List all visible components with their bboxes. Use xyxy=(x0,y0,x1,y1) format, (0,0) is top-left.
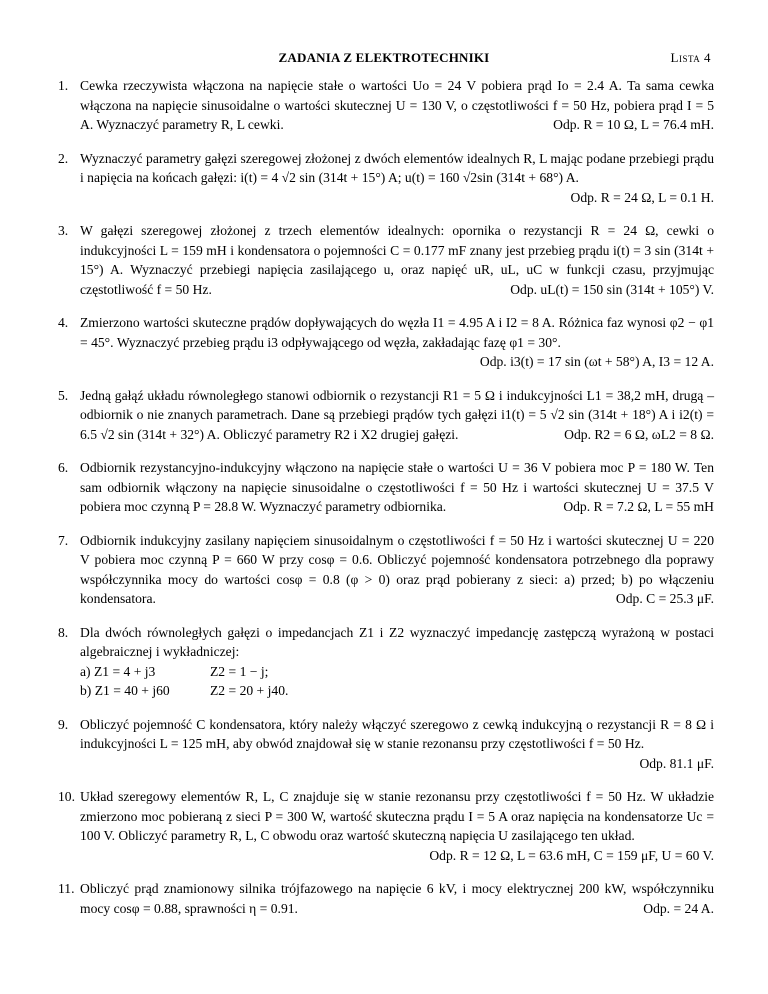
task-item xyxy=(48,715,714,774)
task-item xyxy=(48,76,714,135)
page-title: ZADANIA Z ELEKTROTECHNIKI xyxy=(278,50,490,65)
task-text: Cewka rzeczywista włączona na napięcie stałe o wartości Uo = 24 V pobiera prąd Io = 2.4 A. Ta sama cewka włączona na napięcie sinusoidalne o wartości skutecznej U = 130 V, o częstotliwości f = 50 Hz, pobiera prąd I = 5 A. Wyznaczyć parametry R, L cewki. xyxy=(80,78,714,132)
task-number: 6. xyxy=(58,460,69,475)
task-number: 11. xyxy=(58,881,75,896)
task-number: 4. xyxy=(58,315,69,330)
task-number: 1. xyxy=(58,78,69,93)
task-item xyxy=(48,787,714,865)
task-item xyxy=(48,531,714,609)
task-text: Dla dwóch równoległych gałęzi o impedancjach Z1 i Z2 wyznaczyć impedancję zastępczą wyrażoną w postaci algebraicznej i wykładniczej: xyxy=(80,624,714,659)
task-answer: Odp. 81.1 μF. xyxy=(639,755,714,771)
task-answer: Odp. R = 12 Ω, L = 63.6 mH, C = 159 μF, U = 60 V. xyxy=(429,847,714,863)
task-number: 9. xyxy=(58,716,69,732)
task-number: 8. xyxy=(58,624,69,640)
task-answer: Odp. i3(t) = 17 sin (ωt + 58°) A, I3 = 12 A. xyxy=(479,354,714,369)
page-header xyxy=(0,50,768,70)
task-item xyxy=(48,623,714,701)
impedance-z1: a) Z1 = 4 + j3 xyxy=(80,663,156,679)
task-answer: Odp. R = 10 Ω, L = 76.4 mH. xyxy=(553,117,714,132)
impedance-z1: b) Z1 = 40 + j60 xyxy=(80,683,170,698)
task-item xyxy=(48,149,714,208)
task-answer: Odp. R = 7.2 Ω, L = 55 mH xyxy=(563,499,714,514)
task-text: Wyznaczyć parametry gałęzi szeregowej złożonej z dwóch elementów idealnych R, L mając podane przebiegi prądu i napięcia na końcach gałęzi: i(t) = 4 √2 sin (314t + 15°) A; u(t) = 160 √2sin (314t + 68°) A. xyxy=(80,150,714,185)
task-item xyxy=(48,221,714,299)
task-number: 10. xyxy=(58,789,75,804)
task-number: 2. xyxy=(58,150,69,166)
task-text: Obliczyć prąd znamionowy silnika trójfazowego na napięcie 6 kV, i mocy elektrycznej 200 kW, współczynniku mocy cosφ = 0.88, sprawności η = 0.91. xyxy=(80,881,714,916)
task-item xyxy=(48,386,714,445)
task-answer: Odp. R2 = 6 Ω, ωL2 = 8 Ω. xyxy=(564,426,714,442)
task-answer: Odp. = 24 A. xyxy=(643,900,714,916)
task-item xyxy=(48,458,714,517)
impedance-row xyxy=(80,681,714,701)
task-answer: Odp. R = 24 Ω, L = 0.1 H. xyxy=(570,189,714,205)
task-text: Zmierzono wartości skuteczne prądów dopływających do węzła I1 = 4.95 A i I2 = 8 A. Różnica faz wynosi φ2 − φ1 = 45°. Wyznaczyć przebieg prądu i3 odpływającego od węzła, zakładając fazę φ1 = 30°. xyxy=(80,315,714,350)
impedance-z2: Z2 = 1 − j; xyxy=(210,663,269,679)
task-text: Jedną gałąź układu równoległego stanowi odbiornik o rezystancji R1 = 5 Ω i indukcyjności L1 = 38,2 mH, drugą – odbiornik o nie znanych parametrach. Dane są przebiegi prądów tych gałęzi i1(t) = 5 √2 sin (314t + 18°) A i i2(t) = 6.5 √2 sin (314t + 32°) A. Obliczyć parametry R2 i X2 drugiej gałęzi. xyxy=(80,387,714,442)
task-number: 7. xyxy=(58,532,69,548)
impedance-z2: Z2 = 20 + j40. xyxy=(210,683,289,698)
task-text: Obliczyć pojemność C kondensatora, który należy włączyć szeregowo z cewką indukcyjną o rezystancji R = 8 Ω i indukcyjności L = 125 mH, aby obwód znajdował się w stanie rezonansu przy częstotliwości f = 50 Hz. xyxy=(80,716,714,751)
task-answer: Odp. C = 25.3 μF. xyxy=(615,591,714,606)
task-text: W gałęzi szeregowej złożonej z trzech elementów idealnych: opornika o rezystancji R = 24 Ω, cewki o indukcyjności L = 159 mH i kondensatora o pojemności C = 0.177 mF znany jest przebieg prądu i(t) = 3 sin (314t + 15°) A. Wyznaczyć przebiegi napięcia zasilającego u, oraz napięć uR, uL, uC w funkcji czasu, przyjmując częstotliwość f = 50 Hz. xyxy=(80,223,714,297)
task-number: 5. xyxy=(58,387,69,403)
task-item xyxy=(48,313,714,372)
task-text: Odbiornik indukcyjny zasilany napięciem sinusoidalnym o częstotliwości f = 50 Hz i wartości skutecznej U = 220 V pobiera moc czynną P = 660 W przy cosφ = 0.6. Obliczyć pojemność kondensatora potrzebnego dla poprawy współczynnika mocy do wartości cosφ = 0.8 (φ > 0) oraz prąd pobierany z sieci: a) przed; b) po włączeniu kondensatora. xyxy=(80,532,714,606)
task-answer: Odp. uL(t) = 150 sin (314t + 105°) V. xyxy=(510,281,714,297)
task-text: Odbiornik rezystancyjno-indukcyjny włączono na napięcie stałe o wartości U = 36 V pobiera moc P = 180 W. Ten sam odbiornik włączony na napięcie sinusoidalne o częstotliwości f = 50 Hz i wartości skutecznej U = 37.5 V pobiera moc czynną P = 28.8 W. Wyznaczyć parametry odbiornika. xyxy=(80,460,714,514)
list-number: Lista 4 xyxy=(670,50,711,65)
task-text: Układ szeregowy elementów R, L, C znajduje się w stanie rezonansu przy częstotliwości f = 50 Hz. W układzie zmierzono moc pobieraną z sieci P = 300 W, wartość skuteczna prądu I = 5 A oraz napięcia na kondensatorze Uc = 100 V. Obliczyć parametry R, L, C obwodu oraz wartość skuteczną napięcia U zasilającego ten układ. xyxy=(80,789,714,843)
impedance-row xyxy=(80,662,714,682)
task-list xyxy=(48,76,714,918)
task-number: 3. xyxy=(58,223,69,238)
task-item xyxy=(48,879,714,918)
